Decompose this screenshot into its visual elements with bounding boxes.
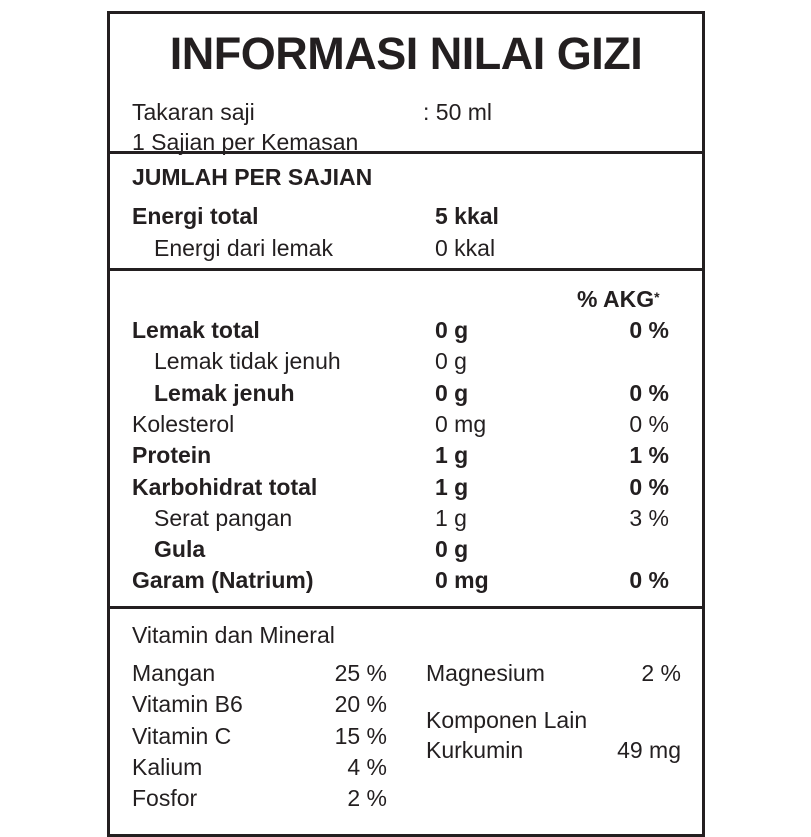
- energy-total-label: Energi total: [132, 203, 259, 229]
- nutrient-amount: 0 g: [435, 536, 469, 562]
- nutrient-label: Lemak jenuh: [154, 380, 295, 406]
- vitamin-label: Fosfor: [132, 785, 198, 811]
- vitamins-heading: Vitamin dan Mineral: [132, 622, 335, 648]
- divider: [110, 151, 702, 154]
- serving-size-label: Takaran saji: [132, 99, 255, 125]
- vitamin-value: 15 %: [334, 723, 387, 749]
- nutrient-akg: 1 %: [629, 442, 669, 468]
- nutrient-akg: 0 %: [629, 567, 669, 593]
- nutrient-amount: 0 g: [435, 380, 469, 406]
- vitamin-value: 20 %: [334, 691, 387, 717]
- mineral-label: Magnesium: [426, 660, 545, 686]
- vitamin-label: Mangan: [132, 660, 216, 686]
- nutrient-amount: 0 g: [435, 348, 467, 374]
- serving-size-value: : 50 ml: [423, 99, 493, 125]
- component-label: Kurkumin: [426, 737, 524, 763]
- vitamin-label: Kalium: [132, 754, 203, 780]
- nutrient-label: Protein: [132, 442, 212, 468]
- vitamin-label: Vitamin B6: [132, 691, 243, 717]
- nutrition-facts-panel: [107, 11, 705, 837]
- divider: [110, 268, 702, 271]
- nutrient-amount: 1 g: [435, 442, 469, 468]
- nutrient-label: Garam (Natrium): [132, 567, 314, 593]
- nutrient-amount: 1 g: [435, 474, 469, 500]
- energy-total-value: 5 kkal: [435, 203, 499, 229]
- vitamin-value: 4 %: [347, 754, 387, 780]
- vitamin-value: 25 %: [334, 660, 387, 686]
- other-components-heading: Komponen Lain: [426, 707, 588, 733]
- akg-header: % AKG*: [577, 286, 660, 312]
- servings-per-pack: 1 Sajian per Kemasan: [132, 129, 359, 155]
- nutrient-akg: 0 %: [629, 317, 669, 343]
- energy-fat-label: Energi dari lemak: [154, 235, 333, 261]
- nutrient-akg: 0 %: [629, 474, 669, 500]
- divider: [110, 606, 702, 609]
- amount-per-serving-heading: JUMLAH PER SAJIAN: [132, 164, 373, 190]
- nutrient-akg: 0 %: [629, 380, 669, 406]
- vitamin-label: Vitamin C: [132, 723, 232, 749]
- label-title: INFORMASI NILAI GIZI: [169, 28, 643, 79]
- nutrient-label: Serat pangan: [154, 505, 293, 531]
- nutrient-akg: 3 %: [629, 505, 669, 531]
- component-value: 49 mg: [617, 737, 681, 763]
- nutrient-akg: 0 %: [629, 411, 669, 437]
- nutrient-amount: 0 mg: [435, 567, 489, 593]
- nutrient-amount: 1 g: [435, 505, 467, 531]
- nutrient-label: Kolesterol: [132, 411, 235, 437]
- nutrient-amount: 0 g: [435, 317, 469, 343]
- vitamin-value: 2 %: [347, 785, 387, 811]
- nutrient-amount: 0 mg: [435, 411, 487, 437]
- nutrient-label: Lemak tidak jenuh: [154, 348, 341, 374]
- mineral-value: 2 %: [641, 660, 681, 686]
- nutrient-label: Lemak total: [132, 317, 260, 343]
- energy-fat-value: 0 kkal: [435, 235, 496, 261]
- nutrient-label: Gula: [154, 536, 206, 562]
- nutrient-label: Karbohidrat total: [132, 474, 318, 500]
